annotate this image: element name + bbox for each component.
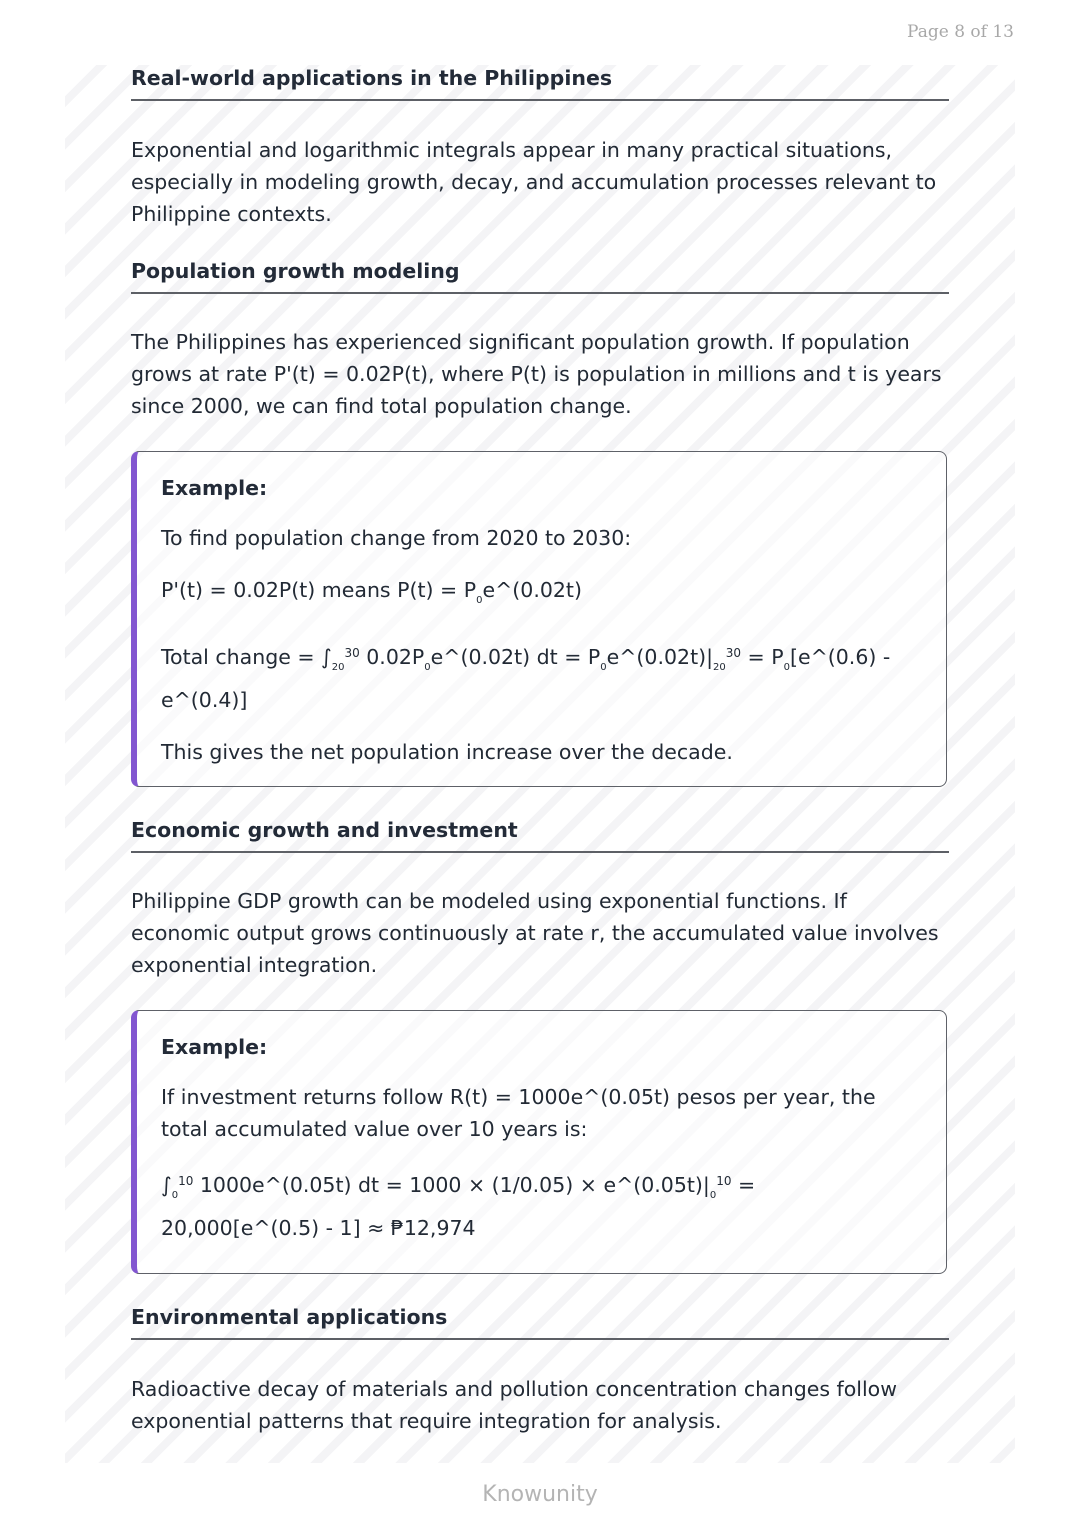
example-line: $\int_0^{10}$ 1000e^(0.05t) dt = $1000 \times (1/0.05) \times e\^{}(0.05t)|_0^{10}$ = 20,000[e^(0.5) - 1] ≈ ₱12,974 bbox=[161, 1173, 756, 1240]
section-body: The Philippines has experienced significant population growth. If population grows at rate P'(t) = 0.02P(t), where P(t) is population in millions and t is years since 2000, we can find total population change. bbox=[131, 330, 942, 418]
example-line: If investment returns follow R(t) = 1000e^(0.05t) pesos per year, the total accumulated value over 10 years is: bbox=[161, 1085, 876, 1141]
section-heading: Real-world applications in the Philippines bbox=[131, 66, 949, 101]
example-label: Example: bbox=[161, 476, 268, 500]
section-body: Philippine GDP growth can be modeled using exponential functions. If economic output grows continuously at rate r, the accumulated value involves exponential integration. bbox=[131, 889, 939, 977]
section-heading: Economic growth and investment bbox=[131, 818, 949, 853]
example-box bbox=[131, 1010, 947, 1274]
section-body: Radioactive decay of materials and pollution concentration changes follow exponential patterns that require integration for analysis. bbox=[131, 1377, 897, 1433]
example-line: Total change = $\int_{20}^{30}$ $0.02P_0e\^{}(0.02t)$ dt = $P_0e\^{}(0.02t)|_{20}^{30}$ = $P_0[e\^{}(0.6)$ - e^(0.4)] bbox=[161, 645, 891, 712]
section-heading: Environmental applications bbox=[131, 1305, 949, 1340]
example-line: This gives the net population increase over the decade. bbox=[161, 740, 733, 764]
example-line: P'(t) = 0.02P(t) means $P(t) = P_0e\^{}(0.02t)$ bbox=[161, 578, 582, 606]
section-heading: Population growth modeling bbox=[131, 259, 949, 294]
example-label: Example: bbox=[161, 1035, 268, 1059]
example-line: To find population change from 2020 to 2030: bbox=[161, 526, 632, 550]
footer-brand: Knowunity bbox=[482, 1482, 598, 1507]
section-body: Exponential and logarithmic integrals appear in many practical situations, especially in modeling growth, decay, and accumulation processes relevant to Philippine contexts. bbox=[131, 138, 937, 226]
example-box bbox=[131, 451, 947, 787]
page-indicator: Page 8 of 13 bbox=[907, 22, 1014, 42]
